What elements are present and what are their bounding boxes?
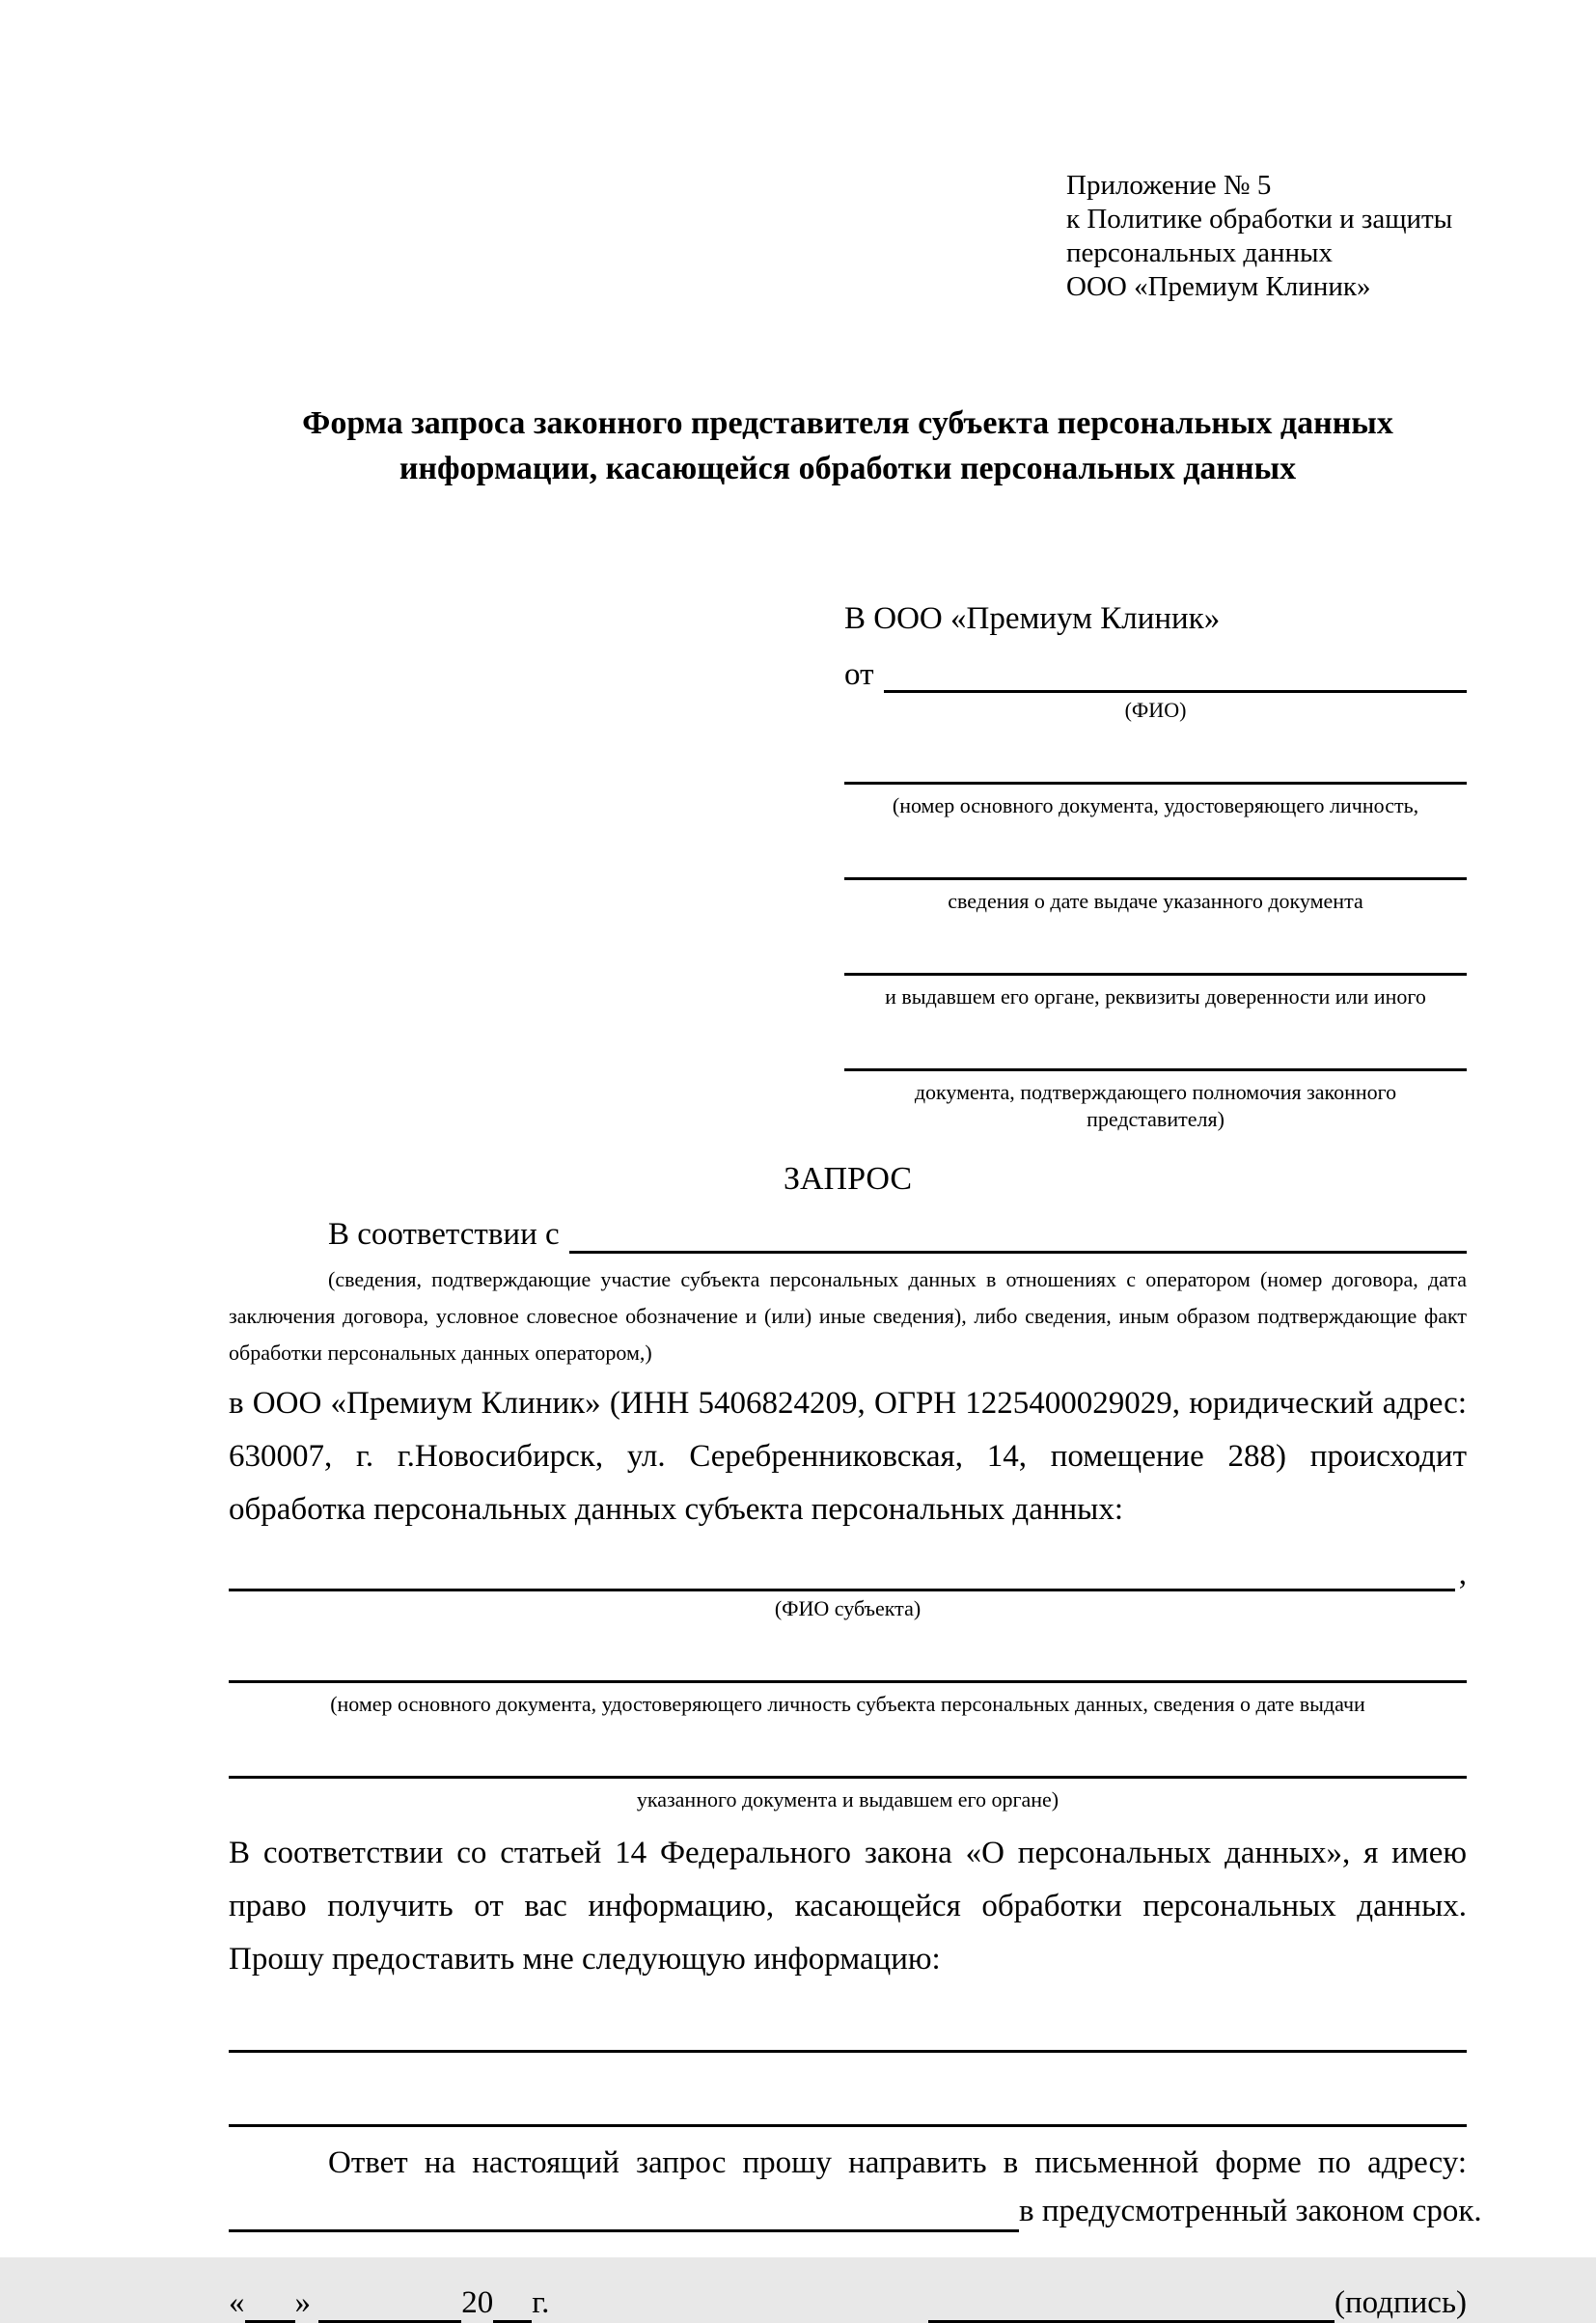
document-title	[229, 401, 1467, 491]
reply-paragraph: Ответ на настоящий запрос прошу направить в письменной форме по адресу:	[328, 2145, 1467, 2180]
subject-doc-underline-1	[229, 1680, 1467, 1683]
representative-doc-underline-1	[844, 782, 1467, 785]
subject-doc-underline-2	[229, 1776, 1467, 1779]
addressee-block	[844, 599, 1467, 1133]
reply-tail-text: в предусмотренный законом срок.	[1019, 2194, 1482, 2228]
reply-address-underline	[229, 2191, 1019, 2232]
accordance-row	[229, 1214, 1467, 1254]
signature-caption: (подпись)	[1335, 2285, 1467, 2320]
date-open-quote: «	[229, 2285, 245, 2320]
subject-fio-caption: (ФИО субъекта)	[774, 1596, 922, 1620]
representative-doc-underline-4	[844, 1068, 1467, 1071]
from-label: от	[844, 657, 874, 692]
accordance-label: В соответствии с	[328, 1217, 560, 1252]
document-title-line-2: информации, касающейся обработки персональных данных	[399, 451, 1297, 486]
law-paragraph: В соответствии со статьей 14 Федерального закона «О персональных данных», я имею право получить от вас информацию, касающейся обработки персональных данных. Прошу предоставить мне следующую информацию:	[229, 1836, 1467, 1977]
document-title-line-1: Форма запроса законного представителя субъекта персональных данных	[302, 405, 1393, 441]
subject-fio-underline	[229, 1552, 1455, 1591]
from-field-underline	[884, 653, 1468, 693]
representative-doc-caption-2: сведения о дате выдаче указанного документа	[948, 889, 1363, 913]
appendix-line-4: ООО «Премиум Клиник»	[1066, 271, 1371, 302]
appendix-block	[1066, 169, 1467, 304]
appendix-line-3: персональных данных	[1066, 237, 1334, 268]
date-year-prefix: 20	[461, 2285, 494, 2320]
from-row	[844, 653, 1467, 693]
reply-address-row	[229, 2190, 1482, 2232]
fio-caption: (ФИО)	[1124, 698, 1187, 722]
representative-doc-caption-4: документа, подтверждающего полномочия законного представителя)	[914, 1080, 1397, 1131]
info-blank-underline-2	[229, 2124, 1467, 2127]
representative-doc-underline-2	[844, 877, 1467, 880]
signature-underline	[928, 2285, 1335, 2323]
footer-row	[229, 2282, 1467, 2323]
appendix-line-2: к Политике обработки и защиты	[1066, 204, 1453, 235]
info-blank-underline-1	[229, 2050, 1467, 2053]
subject-comma: ,	[1458, 1557, 1467, 1591]
subject-doc-caption-1: (номер основного документа, удостоверяющего личность субъекта персональных данных, сведения о дате выдачи	[330, 1692, 1365, 1716]
representative-doc-caption-3: и выдавшем его органе, реквизиты доверенности или иного	[885, 984, 1426, 1009]
representative-doc-underline-3	[844, 973, 1467, 976]
request-heading: ЗАПРОС	[783, 1161, 913, 1197]
representative-doc-caption-1: (номер основного документа, удостоверяющего личность,	[892, 793, 1419, 817]
subject-fio-row	[229, 1552, 1467, 1591]
date-day-underline	[245, 2285, 295, 2323]
date-group	[229, 2282, 549, 2323]
date-year-underline	[493, 2285, 532, 2323]
accordance-field-underline	[569, 1214, 1467, 1254]
operator-paragraph: в ООО «Премиум Клиник» (ИНН 5406824209, ОГРН 1225400029029, юридический адрес: 630007, г. г.Новосибирск, ул. Серебренниковская, 14, помещение 288) происходит обработка персональных данных субъекта персональных данных:	[229, 1386, 1467, 1527]
accordance-caption: (сведения, подтверждающие участие субъекта персональных данных в отношениях с оператором (номер договора, дата заключения договора, условное словесное обозначение и (или) иные сведения), либо сведения, иным образом подтверждающие факт обработки персональных данных оператором,)	[229, 1267, 1467, 1365]
signature-group	[928, 2282, 1467, 2323]
addressee-to: В ООО «Премиум Клиник»	[844, 601, 1221, 636]
subject-doc-caption-2: указанного документа и выдавшем его органе)	[636, 1787, 1059, 1811]
date-year-suffix: г.	[532, 2285, 550, 2320]
date-month-underline	[318, 2285, 461, 2323]
appendix-line-1: Приложение № 5	[1066, 170, 1272, 201]
date-close-quote: »	[294, 2285, 311, 2320]
